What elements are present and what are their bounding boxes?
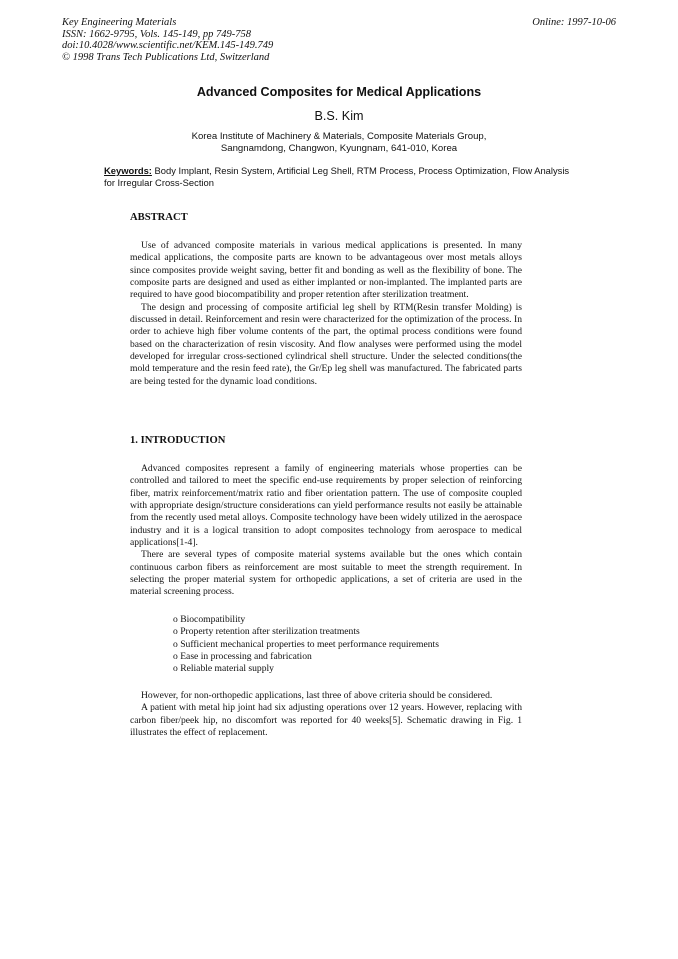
copyright-line: © 1998 Trans Tech Publications Ltd, Switzerland	[62, 51, 270, 63]
criteria-item: o Property retention after sterilization treatments	[173, 626, 360, 638]
journal-header	[62, 17, 273, 63]
abstract-heading: ABSTRACT	[130, 212, 188, 223]
keywords-label: Keywords:	[104, 165, 152, 176]
introduction-heading: 1. INTRODUCTION	[130, 435, 226, 446]
affiliation-line: Sangnamdong, Changwon, Kyungnam, 641-010, Korea	[220, 143, 458, 155]
doi-line: doi:10.4028/www.scientific.net/KEM.145-149.749	[62, 40, 274, 52]
introduction-paragraph: However, for non-orthopedic applications, last three of above criteria should be considered.	[141, 690, 493, 701]
author-name: B.S. Kim	[314, 109, 364, 123]
paper-title: Advanced Composites for Medical Applications	[196, 85, 482, 99]
criteria-item: o Biocompatibility	[173, 614, 246, 625]
affiliation	[0, 131, 678, 155]
introduction-body-continued	[130, 690, 522, 739]
criteria-item: o Reliable material supply	[173, 663, 274, 675]
issn-line: ISSN: 1662-9795, Vols. 145-149, pp 749-758	[62, 28, 251, 40]
introduction-body	[130, 463, 522, 599]
introduction-paragraph: A patient with metal hip joint had six adjusting operations over 12 years. However, replacing with carbon fiber/peek hip, no discomfort was reported for 40 weeks[5]. Schematic drawing in Fig. 1 illustrates the effect of replacement.	[130, 702, 522, 739]
keywords	[104, 165, 574, 189]
online-date: Online: 1997-10-06	[532, 17, 616, 28]
criteria-item: o Sufficient mechanical properties to meet performance requirements	[173, 638, 439, 650]
keywords-text: Body Implant, Resin System, Artificial Leg Shell, RTM Process, Process Optimization, Flow Analysis for Irregular Cross-Section	[104, 165, 570, 189]
criteria-item: o Ease in processing and fabrication	[173, 651, 312, 663]
introduction-paragraph: There are several types of composite material systems available but the ones which contain continuous carbon fibers as reinforcement are most suitable to meet the strength requirement. In selecting the proper material system for orthopedic applications, a set of criteria are used in the material screening process.	[130, 549, 522, 598]
criteria-list	[173, 614, 439, 676]
introduction-paragraph: Advanced composites represent a family of engineering materials whose properties can be controlled and tailored to meet the specific end-use requirements by proper selection of reinforcing fiber, matrix reinforcement/matrix ratio and fiber orientation pattern. The use of composite coupled with appropriate design/structure considerations can yield performance results not easily be attainable from the recently used metal alloys. Composite technology have been widely utilized in the aerospace industry and it is a logical transition to adopt composites technology from aerospace to medical applications[1-4].	[130, 463, 522, 549]
abstract-paragraph: The design and processing of composite artificial leg shell by RTM(Resin transfer Molding) is discussed in detail. Reinforcement and resin were characterized for the optimization of the process. In order to achieve high fiber volume contents of the part, the optimal process conditions were found based on the characterization of resin viscosity. And flow analyses were performed using the model developed for irregular cross-sectioned cylindrical shell structure. Under the selected conditions(the mold temperature and the resin feed rate), the Gr/Ep leg shell was manufactured. The fabricated parts are being tested for the dynamic load conditions.	[130, 301, 522, 387]
abstract-body	[130, 240, 522, 388]
affiliation-line: Korea Institute of Machinery & Materials, Composite Materials Group,	[191, 131, 487, 142]
journal-name: Key Engineering Materials	[62, 17, 177, 28]
abstract-paragraph: Use of advanced composite materials in various medical applications is presented. In many medical applications, the composite parts are known to be advantageous over most metals alloys since composites provide weight saving, better fit and bonding as well as the flexibility of bone. The composite parts are designed and used as either implanted or non-implanted. The implanted parts are required to have good biocompatibility and proper retention after sterilization treatment.	[130, 240, 522, 301]
